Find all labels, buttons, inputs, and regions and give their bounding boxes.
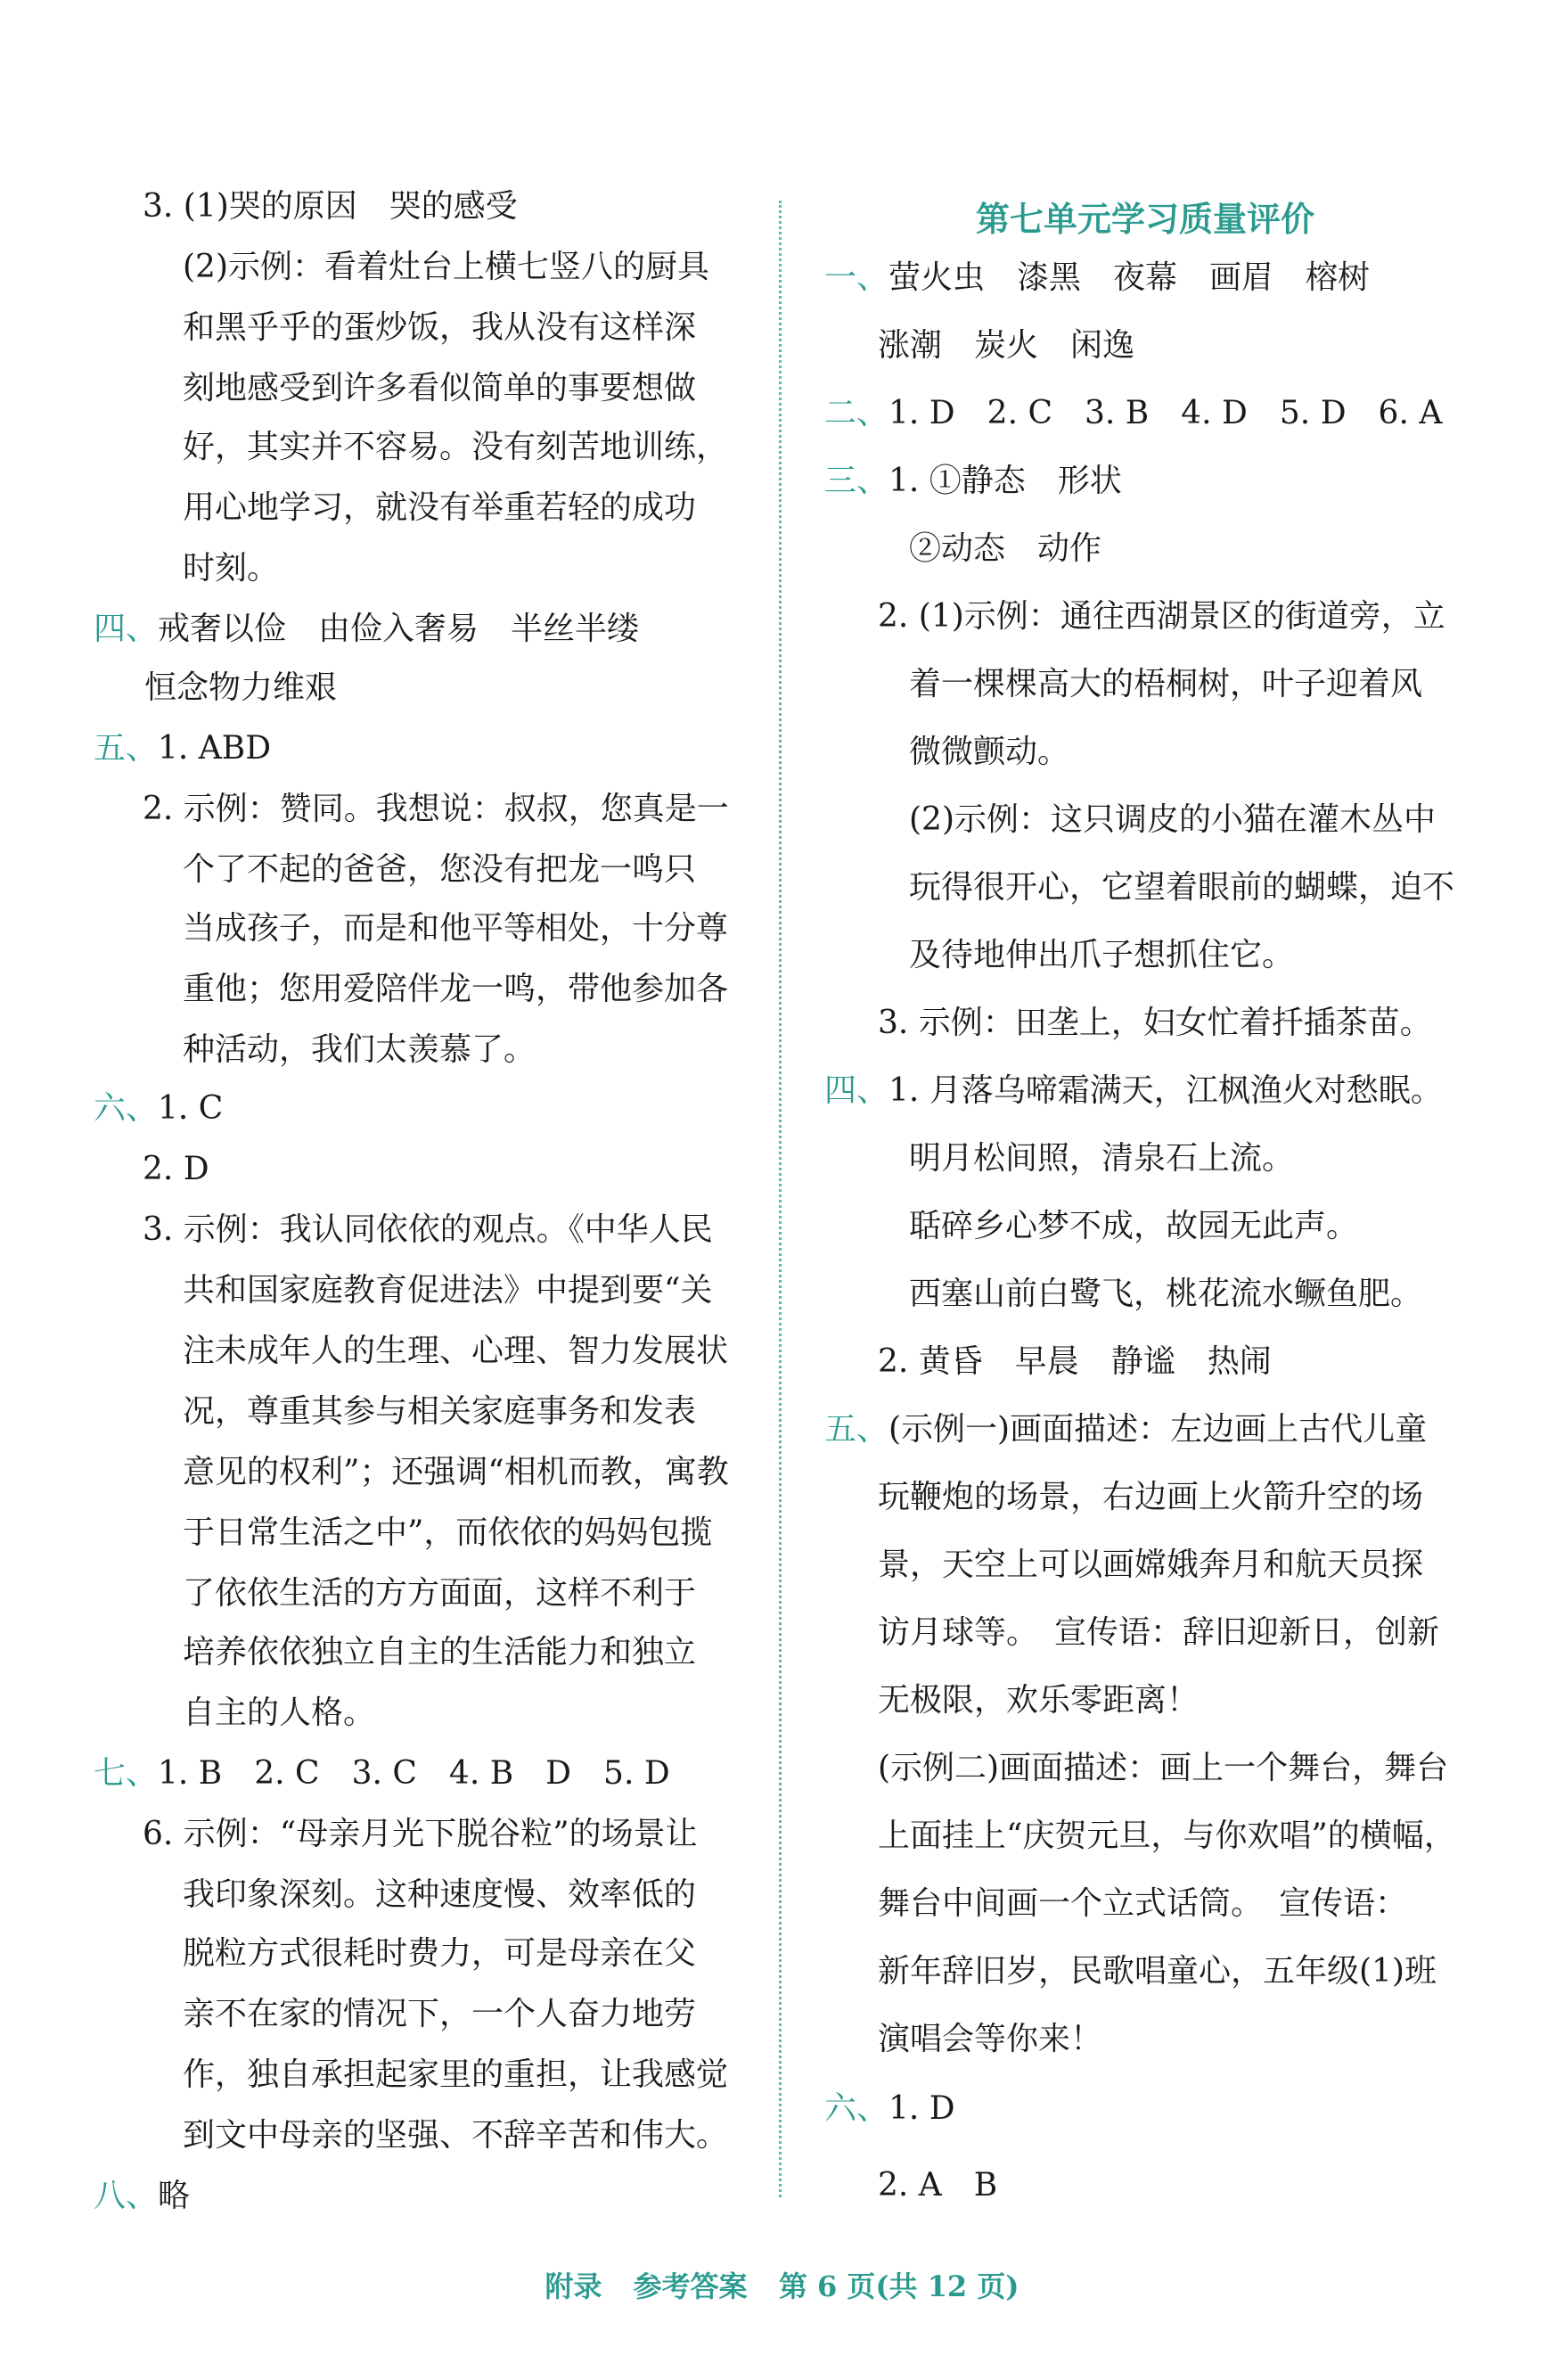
answer-line: (示例二)画面描述：画上一个舞台，舞台 — [878, 1750, 1449, 1786]
answer-line: 涨潮 炭火 闲逸 — [878, 327, 1135, 364]
answer-line: 脱粒方式很耗时费力，可是母亲在父 — [183, 1935, 697, 1972]
answer-line: 况，尊重其参与相关家庭事务和发表 — [183, 1393, 697, 1430]
answer-line: 时刻。 — [183, 550, 280, 587]
section-line: 四、戒奢以俭 由俭入奢易 半丝半缕 — [94, 611, 640, 647]
section-line: 一、萤火虫 漆黑 夜幕 画眉 榕树 — [824, 259, 1371, 296]
answer-line: 及待地伸出爪子想抓住它。 — [909, 937, 1295, 973]
footer-appendix: 附录 — [545, 2269, 602, 2303]
answer-line: 3. 示例：田垄上，妇女忙着扦插茶苗。 — [878, 1005, 1432, 1041]
page-footer — [0, 2264, 1564, 2305]
section-line: 六、1. C — [94, 1090, 224, 1127]
answer-line: 玩得很开心，它望着眼前的蝴蝶，迫不 — [909, 869, 1455, 906]
answer-line: 个了不起的爸爸，您没有把龙一鸣只 — [183, 851, 697, 888]
column-divider — [779, 201, 782, 2197]
unit-title: 第七单元学习质量评价 — [976, 199, 1315, 239]
answer-line: 好，其实并不容易。没有刻苦地训练， — [183, 429, 729, 465]
answer-line: 3. 示例：我认同依依的观点。《中华人民 — [143, 1211, 713, 1248]
answer-line: 2. 示例：赞同。我想说：叔叔，您真是一 — [143, 791, 729, 827]
answer-line: 种活动，我们太羡慕了。 — [183, 1031, 536, 1068]
answer-line: 2. D — [143, 1151, 209, 1187]
section-line: 三、1. ①静态 形状 — [824, 463, 1122, 499]
section-line: 六、1. D — [824, 2090, 955, 2127]
answer-line: 于日常生活之中”，而依依的妈妈包揽 — [183, 1514, 713, 1551]
answer-line: 共和国家庭教育促进法》中提到要“关 — [183, 1272, 713, 1309]
answer-line: 景，天空上可以画嫦娥奔月和航天员探 — [878, 1547, 1424, 1583]
answer-line: 访月球等。 宣传语：辞旧迎新日，创新 — [878, 1614, 1440, 1651]
answer-line: 重他；您用爱陪伴龙一鸣，带他参加各 — [183, 971, 729, 1007]
section-line: 七、1. B 2. C 3. C 4. B D 5. D — [94, 1755, 670, 1792]
answer-line: 玩鞭炮的场景，右边画上火箭升空的场 — [878, 1479, 1424, 1515]
footer-answers: 参考答案 — [633, 2269, 748, 2303]
answer-line: 了依依生活的方方面面，这样不利于 — [183, 1575, 697, 1612]
answer-line: 着一棵棵高大的梧桐树，叶子迎着风 — [909, 666, 1423, 702]
answer-line: 上面挂上“庆贺元旦，与你欢唱”的横幅， — [878, 1818, 1456, 1854]
answer-line: 自主的人格。 — [183, 1695, 376, 1731]
section-line: 八、略 — [94, 2178, 191, 2214]
answer-line: 意见的权利”；还强调“相机而教，寓教 — [183, 1454, 729, 1490]
answer-line: (2)示例：看着灶台上横七竖八的厨具 — [183, 249, 709, 285]
answer-line: 2. (1)示例：通往西湖景区的街道旁，立 — [878, 598, 1445, 635]
answer-line: 当成孩子，而是和他平等相处，十分尊 — [183, 910, 729, 947]
answer-line: 到文中母亲的坚强、不辞辛苦和伟大。 — [183, 2117, 729, 2154]
answer-line: 作，独自承担起家里的重担，让我感觉 — [183, 2056, 729, 2093]
answer-line: 2. A B — [878, 2167, 998, 2204]
answer-line: 聒碎乡心梦不成，故园无此声。 — [909, 1208, 1359, 1244]
answer-line: 刻地感受到许多看似简单的事要想做 — [183, 370, 697, 406]
answer-line: 注未成年人的生理、心理、智力发展状 — [183, 1333, 729, 1369]
answer-line: 6. 示例：“母亲月光下脱谷粒”的场景让 — [143, 1816, 698, 1852]
answer-line: 用心地学习，就没有举重若轻的成功 — [183, 489, 697, 526]
answer-line: ②动态 动作 — [909, 530, 1102, 567]
answer-line: 明月松间照，清泉石上流。 — [909, 1140, 1295, 1177]
section-line: 五、1. ABD — [94, 730, 272, 767]
answer-line: 西塞山前白鹭飞，桃花流水鳜鱼肥。 — [909, 1276, 1423, 1312]
answer-line: 培养依依独立自主的生活能力和独立 — [183, 1634, 697, 1670]
answer-line: 舞台中间画一个立式话筒。 宣传语： — [878, 1885, 1408, 1922]
section-line: 四、1. 月落乌啼霜满天，江枫渔火对愁眠。 — [824, 1072, 1443, 1109]
footer-page-number: 第 6 页(共 12 页) — [778, 2269, 1019, 2303]
answer-line: 演唱会等你来！ — [878, 2021, 1103, 2057]
answer-line: (2)示例：这只调皮的小猫在灌木丛中 — [909, 801, 1436, 838]
answer-line: 恒念物力维艰 — [144, 669, 338, 706]
section-line: 五、(示例一)画面描述：左边画上古代儿童 — [824, 1411, 1428, 1448]
answer-line: 亲不在家的情况下，一个人奋力地劳 — [183, 1996, 697, 2032]
answer-line: 3. (1)哭的原因 哭的感受 — [143, 188, 518, 225]
answer-line: 无极限，欢乐零距离！ — [878, 1682, 1200, 1719]
answer-line: 微微颤动。 — [909, 734, 1070, 770]
answer-line: 和黑乎乎的蛋炒饭，我从没有这样深 — [183, 309, 697, 346]
section-line: 二、1. D 2. C 3. B 4. D 5. D 6. A — [824, 395, 1443, 431]
answer-line: 新年辞旧岁，民歌唱童心，五年级(1)班 — [878, 1953, 1437, 1990]
answer-line: 2. 黄昏 早晨 静谧 热闹 — [878, 1343, 1272, 1380]
answer-line: 我印象深刻。这种速度慢、效率低的 — [183, 1876, 697, 1913]
